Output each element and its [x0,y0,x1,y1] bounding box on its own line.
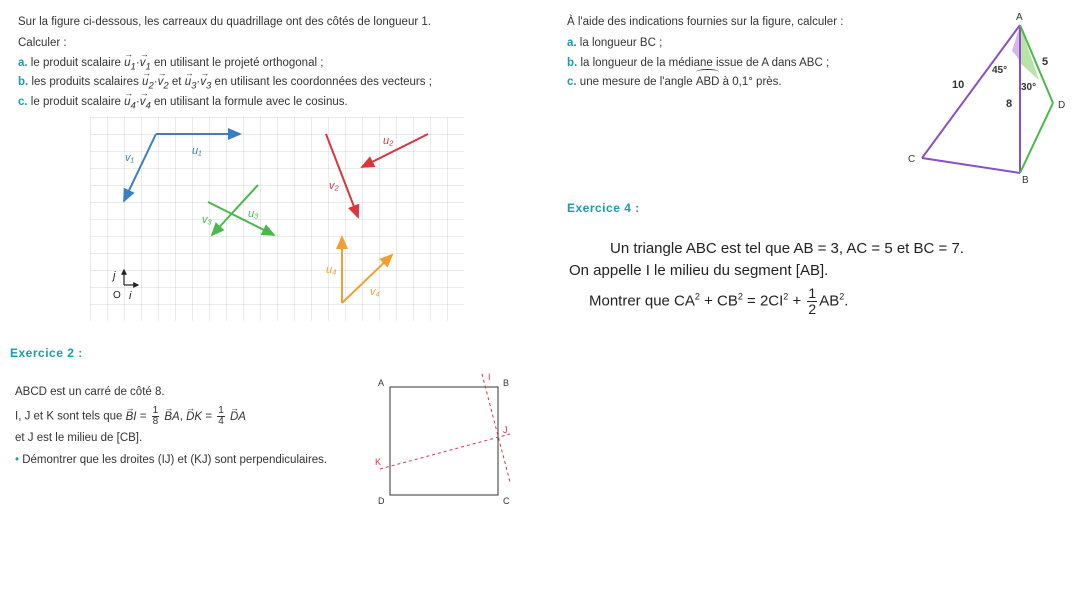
item-text: à 0,1° près. [722,76,782,88]
frac-num: 1 [152,405,159,416]
ex2-line1: ABCD est un carré de côté 8. [15,386,165,398]
ex1-item-c: c. le produit scalaire → $u_4\cdot\to v_4$ en utilisant la formule avec le cosinus. [18,95,348,113]
ex1-item-a: a. le produit scalaire → $u_1\cdot\to v_1$ en utilisant le projeté orthogonal ; [18,56,323,74]
item-text: en utilisant la formule avec le cosinus. [154,96,348,108]
vec-u2: → $u_2$ [142,75,154,93]
ex2-eq: = [139,410,147,423]
exponent: 2 [694,291,700,302]
square-figure [370,372,520,512]
point-C: C [503,496,510,506]
item-label: b. [567,57,578,69]
angle-30-label: 30° [1021,82,1037,93]
vec-u4: → $u_4$ [124,95,136,113]
angle-45-label: 45° [992,65,1008,76]
grid-background [90,117,464,321]
ex4-text: + CB [699,292,738,310]
ex4-text: Montrer que CA [589,292,695,310]
length-8: 8 [1006,98,1013,110]
ex2-eq: = [205,410,213,423]
vec-dk: → DK [186,410,202,424]
frac-num: 1 [808,285,817,301]
exponent: 2 [737,291,743,302]
label-v2: v₂ [329,180,339,192]
ex4-text: . [844,292,849,310]
frac-den: 4 [218,416,224,427]
item-text: la longueur de la médiane issue de A dans ABC ; [580,57,830,69]
label-origin: O [113,290,121,301]
angle-text: ABD [695,76,720,88]
frac-den: 8 [152,416,159,427]
item-text: une mesure de l'angle [579,76,693,88]
vec-ba: → BA [164,410,179,424]
frac-num: 1 [218,405,224,416]
point-J: J [503,425,508,435]
vec-v2: → $v_2$ [158,75,169,93]
ex4-line1: Un triangle ABC est tel que AB = 3, AC = 5 et BC = 7. [610,240,964,257]
item-text: le produit scalaire [30,96,121,108]
side-db [1020,103,1053,173]
item-label: c. [567,76,577,88]
vec-v4: → $v_4$ [140,95,151,113]
vertex-A: A [1016,12,1023,23]
ex4-line2: On appelle I le milieu du segment [AB]. [569,262,829,279]
vec-v3: → $v_3$ [200,75,211,93]
item-label: a. [567,37,577,49]
label-u1: u₁ [192,145,202,157]
ex2-text: Démontrer que les droites (IJ) et (KJ) sont perpendiculaires. [22,454,328,466]
ex2-line3: et J est le milieu de [CB]. [15,432,143,444]
fraction-1-8 [152,406,160,427]
exponent: 2 [783,291,789,302]
ex4-text: = 2CI [742,292,784,310]
ex3-intro: À l'aide des indications fournies sur la figure, calculer : [567,16,844,28]
item-label: b. [18,76,29,88]
ex4-heading: Exercice 4 : [567,201,640,215]
side-ac [922,25,1020,158]
ex4-text: + [788,292,806,310]
ex2-text: I, J et K sont tels que [15,410,123,423]
point-K: K [375,457,382,467]
exponent: 2 [839,291,845,302]
ex3-item-a [567,36,662,50]
label-u4: u₄ [326,264,337,276]
bullet-icon: • [15,454,20,466]
vec-u1: → $u_1$ [124,56,136,74]
vertex-B: B [1022,175,1029,186]
item-text: la longueur BC ; [579,37,663,49]
item-text: en utilisant les coordonnées des vecteurs ; [214,76,432,88]
vec-bi: → BI [126,410,137,424]
frac-den: 2 [808,301,817,317]
ex1-calculer: Calculer : [18,37,67,49]
label-u2: u₂ [383,135,394,147]
point-D: D [378,496,385,506]
item-text: en utilisant le projeté orthogonal ; [154,57,324,69]
item-label: a. [18,57,28,69]
vec-da: → DA [230,410,246,424]
item-text: le produit scalaire [30,57,121,69]
ex1-item-b: b. les produits scalaires → $u_2\cdot\to v_2$ et → $u_3\cdot\to v_3$ en utilisant les coordonnées des vecteurs ; [18,75,432,93]
ex1-intro: Sur la figure ci-dessous, les carreaux du quadrillage ont des côtés de longueur 1. [18,16,431,28]
ex2-comma: , [179,410,183,423]
point-B: B [503,378,510,388]
line-kj [380,434,510,469]
ex3-item-b [567,56,829,70]
point-A: A [378,378,385,388]
label-i: i [129,290,132,302]
ex2-heading: Exercice 2 : [10,346,83,360]
angle-abd [696,75,720,89]
item-text: et [171,76,182,88]
vertex-C: C [908,154,916,165]
label-v1: v₁ [125,152,134,164]
ex4-line3 [589,286,848,317]
label-v3: v₃ [202,214,212,226]
label-u3: u₃ [248,208,259,220]
vertex-D: D [1058,100,1066,111]
label-v4: v₄ [370,286,380,298]
fraction-1-4 [217,406,225,427]
fraction-1-2 [807,286,817,317]
label-j: j [113,270,116,282]
side-cb [922,158,1020,173]
ex2-line4 [15,453,327,467]
item-text: les produits scalaires [31,76,139,88]
point-I: I [488,372,491,382]
length-5: 5 [1042,56,1049,68]
ex4-text: AB [819,292,840,310]
square-abcd [390,387,498,495]
item-label: c. [18,96,28,108]
length-10: 10 [952,79,965,91]
ex3-item-c [567,75,782,89]
vector-grid-figure [90,117,464,321]
triangle-figure [900,5,1075,190]
ex2-line2 [15,406,246,427]
vec-v1: → $v_1$ [140,56,151,74]
vec-u3: → $u_3$ [185,75,197,93]
